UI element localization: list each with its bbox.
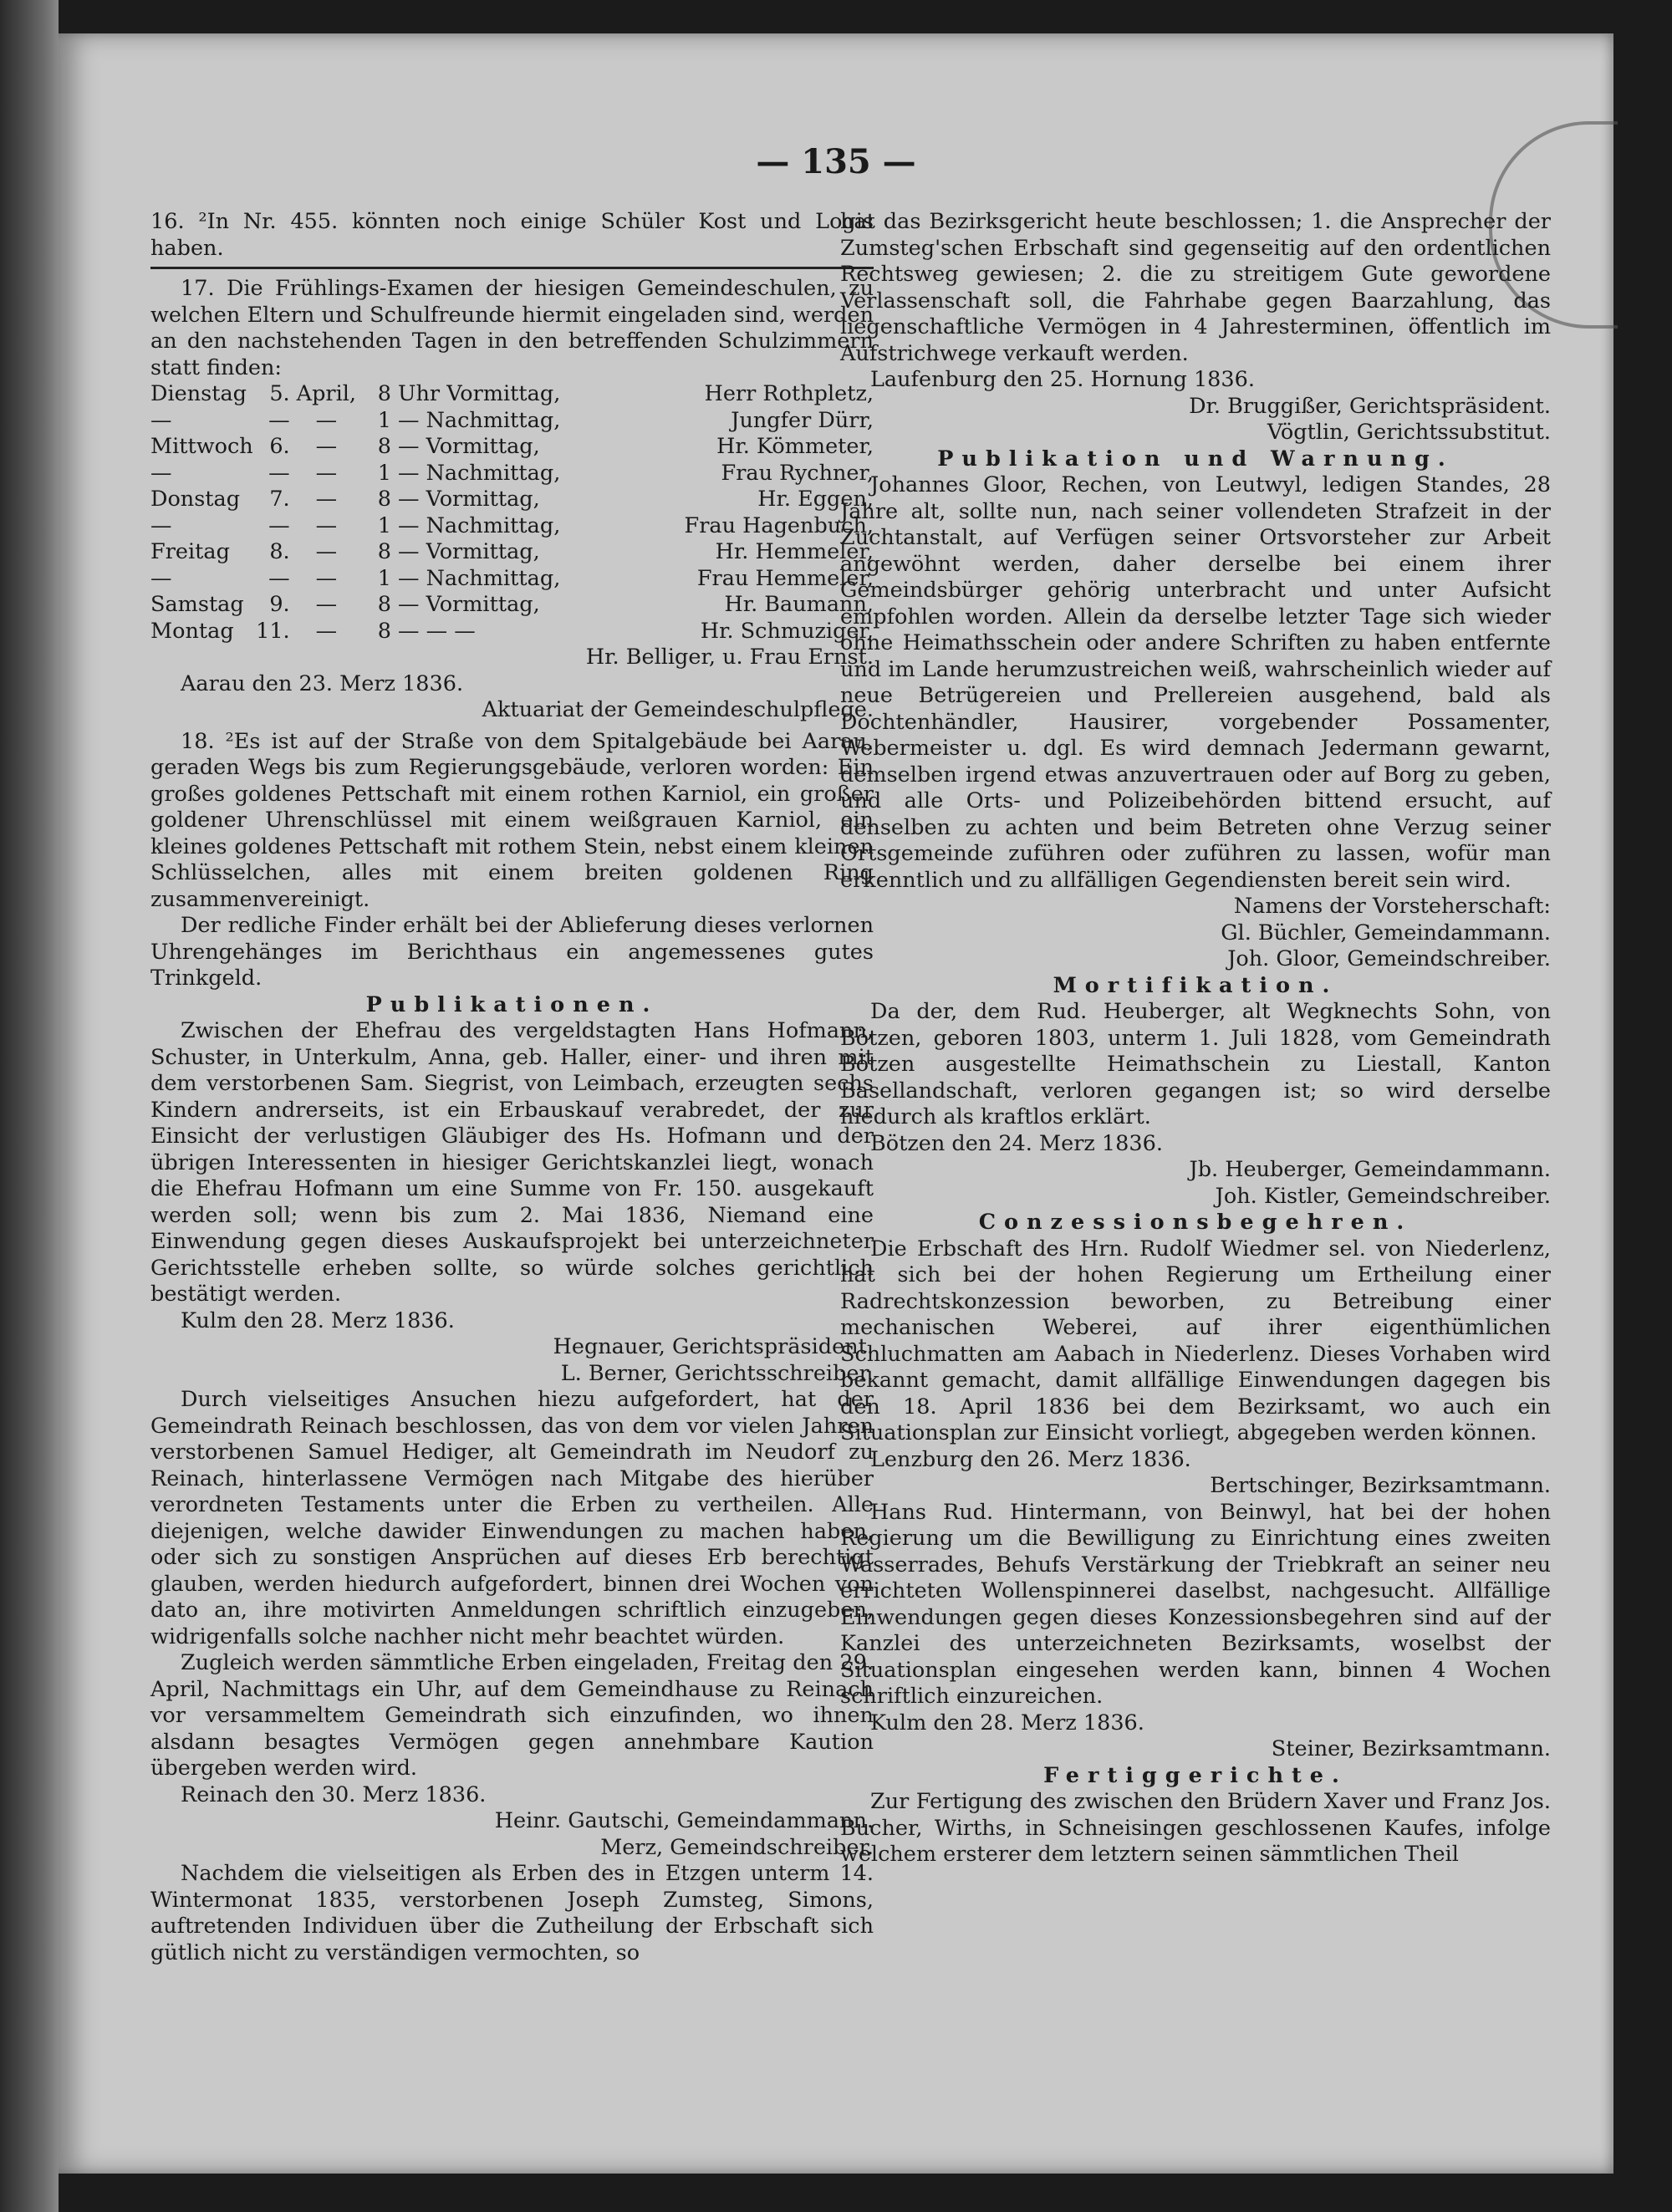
schedule-time: — Nachmittag, (398, 565, 561, 591)
schedule-hour: 8 (377, 434, 392, 459)
schedule-month: — (315, 592, 338, 617)
schedule-time: — Vormittag, (398, 592, 540, 617)
schedule-date: 8. (269, 539, 290, 564)
publication-hediger-signature-1: Heinr. Gautschi, Gemeindammann. (494, 1808, 874, 1833)
schedule-row (150, 434, 874, 461)
warning-signature-0: Namens der Vorsteherschaft: (1233, 894, 1551, 919)
schedule-month: — (315, 565, 338, 591)
schedule-month: — (315, 434, 338, 459)
schedule-month: April, (296, 381, 357, 406)
schedule-teacher: Herr Rothpletz, (704, 381, 874, 406)
book-spine (0, 0, 59, 2212)
zumsteg-signature-1: Dr. Bruggißer, Gerichtspräsident. (1189, 393, 1551, 419)
exam-schedule (150, 381, 874, 645)
schedule-hour: 1 (377, 512, 392, 538)
fertiggericht-bucher: Zur Fertigung des zwischen den Brüdern Xaver und Franz Jos. Bucher, Wirths, in Schneisingen geschlossenen Kaufes, infolge welchem ersterer dem letztern seinen sämmtlichen Theil (840, 1789, 1551, 1867)
schedule-time: — Nachmittag, (398, 512, 561, 538)
schedule-month: — (315, 460, 338, 486)
schedule-hour: 1 (377, 460, 392, 486)
schedule-hour: 8 (377, 592, 392, 617)
schedule-row (150, 487, 874, 513)
schedule-day: Montag (150, 618, 234, 644)
heading-conzessionsbegehren: Conzessionsbegehren. (978, 1210, 1413, 1235)
schedule-date: — (268, 565, 290, 591)
schedule-row (150, 408, 874, 435)
schedule-row (150, 539, 874, 566)
publication-hediger-2: Zugleich werden sämmtliche Erben eingeladen, Freitag den 29. April, Nachmittags ein Uhr, auf dem Gemeindhause zu Reinach vor versammeltem Gemeindrath sich einzufinden, wo ihnen alsdann besagtes Vermögen gegen annehmbare Kaution übergeben werden wird. (150, 1650, 874, 1781)
schedule-month: — (315, 487, 338, 512)
schedule-row (150, 381, 874, 408)
schedule-date: 5. (269, 381, 290, 406)
schedule-teacher: Frau Hemmeler, (696, 565, 874, 591)
schedule-day: Samstag (150, 592, 244, 617)
publication-hediger-signature-2: Merz, Gemeindschreiber. (600, 1834, 874, 1860)
schedule-teacher: Jungfer Dürr, (731, 407, 874, 433)
right-column (840, 209, 1551, 1868)
schedule-teacher: Hr. Eggen, (757, 487, 874, 512)
schedule-row (150, 566, 874, 593)
schedule-day: — (150, 460, 172, 486)
schedule-hour: 1 (377, 407, 392, 433)
schedule-time: Uhr Vormittag, (398, 381, 561, 406)
schedule-month: — (315, 539, 338, 564)
schedule-hour: 8 (377, 487, 392, 512)
schedule-day: Mittwoch (150, 434, 253, 459)
schedule-month: — (315, 618, 338, 644)
warning-gloor: Johannes Gloor, Rechen, von Leutwyl, ledigen Standes, 28 Jahre alt, sollte nun, nach seiner vollendeten Strafzeit in der Zuchtanstalt, auf Verfügen seiner Ortsvorsteher zur Arbeit angewöhnt werden, daher derselbe bei einem ihrer Gemeindsbürger gehörig unterbracht und unter Aufsicht empfohlen worden. Allein da derselbe letzter Tage sich wieder ohne Heimathsschein oder andere Schriften zu haben entfernte und im Lande herumzustreichen weiß, wahrscheinlich wieder auf neue Betrügereien und Prellereien ausgehend, bald als Dochtenhändler, Hausirer, vorgebender Possamenter, Webermeister u. dgl. Es wird demnach Jedermann gewarnt, demselben irgend etwas anzuvertrauen oder auf Borg zu geben, und alle Orts- und Polizeibehörden bittend ersucht, auf denselben zu achten und beim Betreten ohne Verzug seiner Ortsgemeinde zuführen oder zuführen zu lassen, wofür man erkenntlich und zu allfälligen Gegendiensten bereit sein wird. (840, 472, 1551, 893)
schedule-date: — (268, 460, 290, 486)
schedule-time: — Nachmittag, (398, 460, 561, 486)
notice-17: 17. Die Frühlings-Examen der hiesigen Gemeindeschulen, zu welchen Eltern und Schulfreunde hiermit eingeladen sind, werden an den nachstehenden Tagen in den betreffenden Schulzimmern statt finden: (150, 276, 874, 380)
schedule-day: Dienstag (150, 381, 247, 406)
schedule-last-line: Hr. Belliger, u. Frau Ernst. (585, 645, 874, 670)
concession-hintermann-place: Kulm den 28. Merz 1836. (870, 1710, 1144, 1735)
schedule-time: — Vormittag, (398, 487, 540, 512)
concession-wiedmer-place: Lenzburg den 26. Merz 1836. (870, 1446, 1191, 1472)
zumsteg-continuation: hat das Bezirksgericht heute beschlossen; 1. die Ansprecher der Zumsteg'schen Erbschaft sind gegenseitig auf den ordentlichen Rechtsweg gewiesen; 2. die zu streitigem Gute gewordene Verlassenschaft soll, die Fahrhabe gegen Baarzahlung, das liegenschaftliche Vermögen in 4 Jahresterminen, öffentlich im Aufstrichwege verkauft werden. (840, 209, 1551, 366)
schedule-day: — (150, 565, 172, 591)
mortification-signature-2: Joh. Kistler, Gemeindschreiber. (1215, 1183, 1551, 1209)
schedule-teacher: Hr. Baumann, (724, 592, 874, 617)
warning-signature-1: Gl. Büchler, Gemeindammann. (1221, 920, 1551, 945)
zumsteg-place: Laufenburg den 25. Hornung 1836. (870, 367, 1255, 392)
schedule-time: — Nachmittag, (398, 407, 561, 433)
schedule-day: Donstag (150, 487, 241, 512)
schedule-date: 6. (269, 434, 290, 459)
warning-signature-2: Joh. Gloor, Gemeindschreiber. (1227, 946, 1551, 971)
notice-17-signature: Aktuariat der Gemeindeschulpflege. (482, 697, 874, 722)
concession-wiedmer: Die Erbschaft des Hrn. Rudolf Wiedmer sel. von Niederlenz, hat sich bei der hohen Regierung um Ertheilung einer Radrechtskonzession beworben, zu Betreibung einer mechanischen Weberei, auf ihrer eigenthümlichen Schluchmatten am Aabach in Niederlenz. Dieses Vorhaben wird bekannt gemacht, damit allfällige Einwendungen dagegen bis den 18. April 1836 bei dem Bezirksamt, wo auch ein Situationsplan zur Einsicht vorliegt, abgegeben werden können. (840, 1236, 1551, 1445)
zumsteg-signature-2: Vögtlin, Gerichtssubstitut. (1267, 420, 1551, 445)
divider (150, 267, 874, 269)
publication-hediger-place: Reinach den 30. Merz 1836. (181, 1781, 487, 1807)
schedule-teacher: Hr. Kömmeter, (716, 434, 874, 459)
schedule-date: — (268, 407, 290, 433)
schedule-date: 11. (256, 618, 290, 644)
schedule-month: — (315, 407, 338, 433)
mortification-heuberger: Da der, dem Rud. Heuberger, alt Wegknechts Sohn, von Bötzen, geboren 1803, unterm 1. Juli 1828, vom Gemeindrath Bötzen ausgestellte Heimathschein zu Liestall, Kanton Basellandschaft, verloren gegangen ist; so wird derselbe hiedurch als kraftlos erklärt. (840, 999, 1551, 1129)
notice-17-place: Aarau den 23. Merz 1836. (181, 670, 464, 696)
schedule-hour: 1 (377, 565, 392, 591)
heading-publikation-warnung: Publikation und Warnung. (937, 446, 1454, 471)
page (59, 33, 1613, 2174)
publication-hofmann-signature-1: Hegnauer, Gerichtspräsident. (553, 1334, 874, 1359)
publication-hediger: Durch vielseitiges Ansuchen hiezu aufgefordert, hat der Gemeindrath Reinach beschlossen, das von dem vor vielen Jahren verstorbenen Samuel Hediger, alt Gemeindrath im Neudorf zu Reinach, hinterlassene Vermögen nach Mitgabe des hierüber verordneten Testaments unter die Erben zu vertheilen. Alle diejenigen, welche dawider Einwendungen zu machen haben, oder sich zu sonstigen Ansprüchen auf dieses Erb berechtigt glauben, werden hiedurch aufgefordert, binnen drei Wochen von dato an, ihre motivirten Anmeldungen schriftlich einzugeben, widrigenfalls solche nachher nicht mehr beachtet würden. (150, 1387, 874, 1649)
publication-hofmann: Zwischen der Ehefrau des vergeldstagten Hans Hofmann, Schuster, in Unterkulm, Anna, geb. Haller, einer- und ihren mit dem verstorbenen Sam. Siegrist, von Leimbach, erzeugten sechs Kindern andrerseits, ist ein Erbauskauf verabredet, der zur Einsicht der verlustigen Gläubiger des Hs. Hofmann und der übrigen Interessenten in hiesiger Gerichtskanzlei liegt, wonach die Ehefrau Hofmann um eine Summe von Fr. 150. ausgekauft werden soll; wenn bis zum 2. Mai 1836, Niemand eine Einwendung gegen dieses Auskaufsprojekt bei unterzeichneter Gerichtsstelle erheben sollte, so würde solches gerichtlich bestätigt werden. (150, 1018, 874, 1307)
notice-16: 16. ²In Nr. 455. könnten noch einige Schüler Kost und Logis haben. (150, 209, 874, 261)
schedule-time: — Vormittag, (398, 539, 540, 564)
schedule-row (150, 461, 874, 487)
notice-18: 18. ²Es ist auf der Straße von dem Spitalgebäude bei Aarau, geraden Wegs bis zum Regierungsgebäude, verloren worden: Ein großes goldenes Pettschaft mit einem rothen Karniol, ein großer goldener Uhrenschlüssel mit einem weißgrauen Karniol, ein kleines goldenes Pettschaft mit rothem Stein, nebst einem kleinen Schlüsselchen, alles mit einem breiten goldenen Ring zusammenvereinigt. (150, 728, 874, 912)
schedule-day: Freitag (150, 539, 230, 564)
schedule-date: 9. (269, 592, 290, 617)
schedule-time: — — — (398, 618, 476, 644)
mortification-place: Bötzen den 24. Merz 1836. (870, 1130, 1163, 1156)
schedule-day: — (150, 407, 172, 433)
concession-hintermann: Hans Rud. Hintermann, von Beinwyl, hat bei der hohen Regierung um die Bewilligung zu Einrichtung eines zweiten Wasserrades, Behufs Verstärkung der Triebkraft an seiner neu errichteten Wollenspinnerei daselbst, nachgesucht. Allfällige Einwendungen gegen dieses Konzessionsbegehren sind auf der Kanzlei des unterzeichneten Bezirksamts, woselbst der Situationsplan eingesehen werden kann, binnen 4 Wochen schriftlich einzureichen. (840, 1499, 1551, 1709)
schedule-hour: 8 (377, 539, 392, 564)
page-number: — 135 — (756, 142, 916, 181)
schedule-row (150, 592, 874, 619)
heading-mortifikation: Mortifikation. (1053, 972, 1338, 998)
heading-fertiggerichte: Fertiggerichte. (1043, 1762, 1348, 1788)
schedule-date: — (268, 512, 290, 538)
concession-wiedmer-signature: Bertschinger, Bezirksamtmann. (1210, 1473, 1551, 1498)
publication-hofmann-place: Kulm den 28. Merz 1836. (181, 1307, 455, 1333)
schedule-row (150, 513, 874, 540)
concession-hintermann-signature: Steiner, Bezirksamtmann. (1271, 1736, 1551, 1761)
schedule-teacher: Hr. Hemmeler, (715, 539, 874, 564)
notice-18-reward: Der redliche Finder erhält bei der Ablieferung dieses verlornen Uhrengehänges im Berichthaus ein angemessenes gutes Trinkgeld. (150, 913, 874, 991)
schedule-time: — Vormittag, (398, 434, 540, 459)
heading-publikationen: Publikationen. (365, 991, 659, 1017)
schedule-hour: 8 (377, 381, 392, 406)
mortification-signature-1: Jb. Heuberger, Gemeindammann. (1189, 1157, 1551, 1182)
schedule-teacher: Frau Hagenbuch, (684, 512, 874, 538)
schedule-hour: 8 (377, 618, 392, 644)
schedule-day: — (150, 512, 172, 538)
schedule-date: 7. (269, 487, 290, 512)
publication-hofmann-signature-2: L. Berner, Gerichtsschreiber. (560, 1360, 874, 1386)
schedule-teacher: Hr. Schmuziger, (700, 618, 874, 644)
schedule-teacher: Frau Rychner, (721, 460, 874, 486)
schedule-month: — (315, 512, 338, 538)
left-column (150, 209, 874, 1966)
publication-zumsteg: Nachdem die vielseitigen als Erben des in Etzgen unterm 14. Wintermonat 1835, verstorbenen Joseph Zumsteg, Simons, auftretenden Individuen über die Zutheilung der Erbschaft sich gütlich nicht zu verständigen vermochten, so (150, 1861, 874, 1965)
schedule-row (150, 619, 874, 645)
